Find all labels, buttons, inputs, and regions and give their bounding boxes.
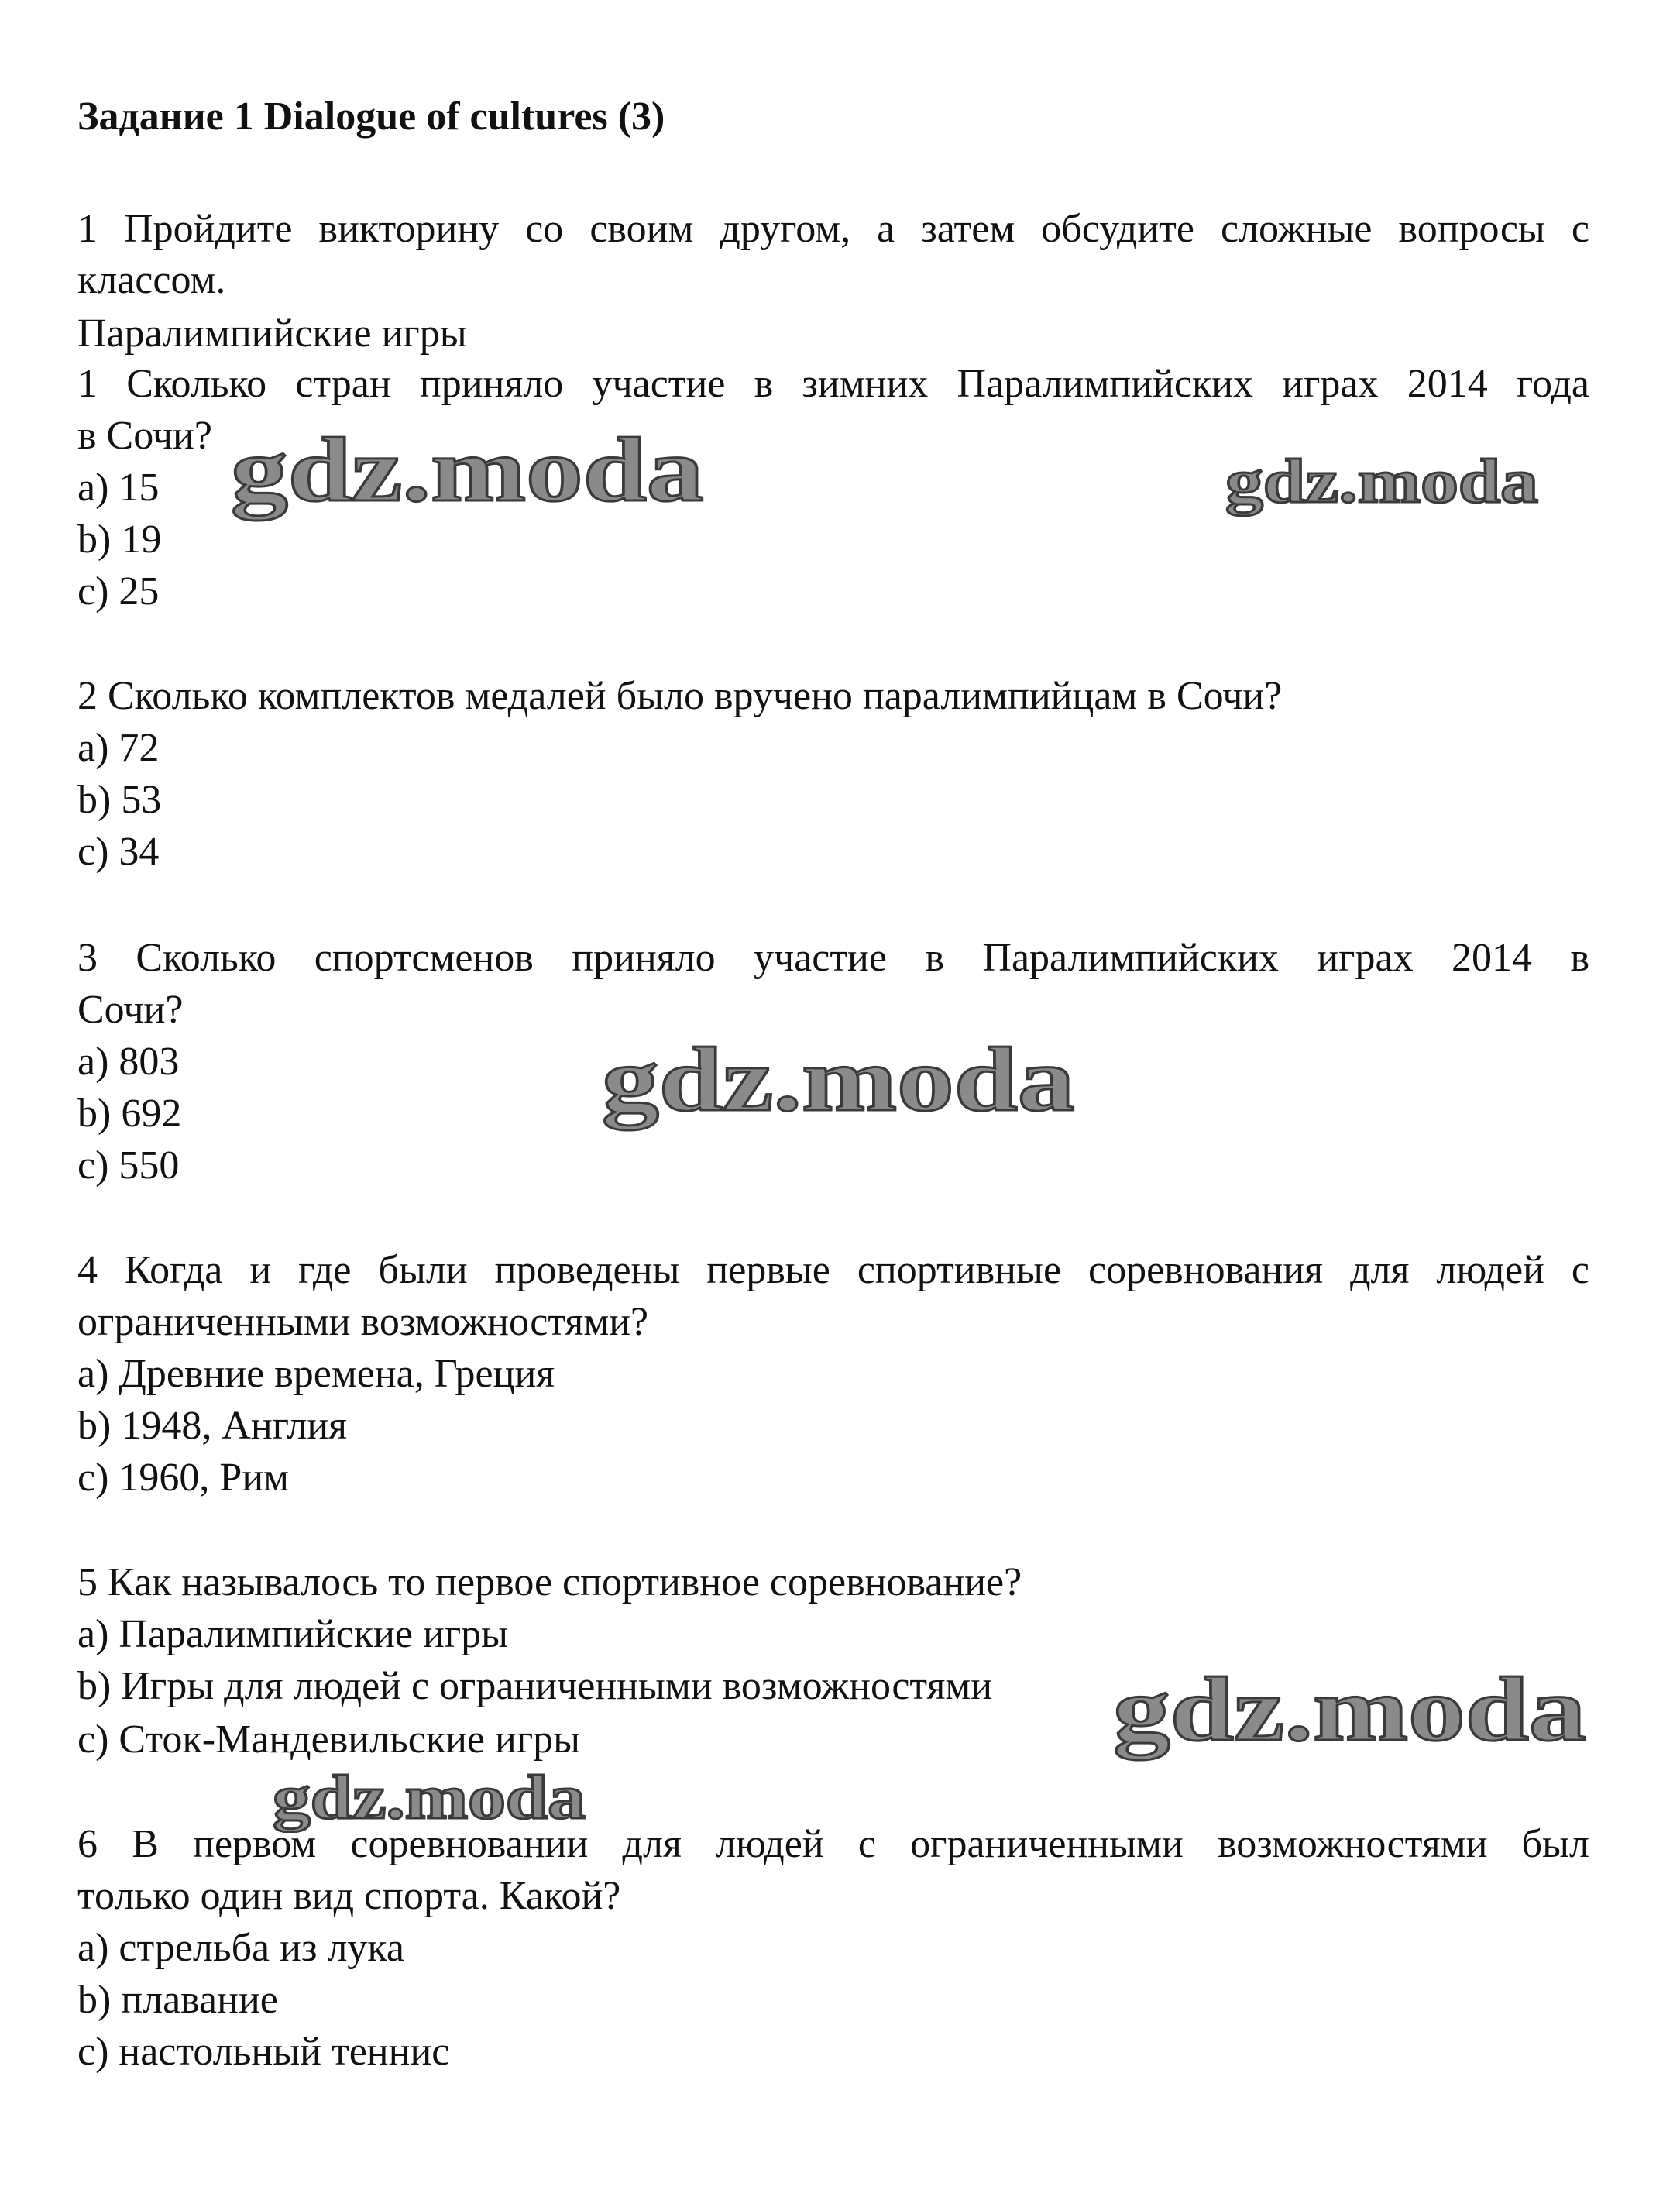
watermark: gdz.moda — [231, 419, 704, 521]
question-2-text: 2 Сколько комплектов медалей было вручено паралимпийцам в Сочи? — [77, 674, 1283, 718]
watermark: gdz.moda — [602, 1029, 1075, 1130]
instruction-line: 1 Пройдите викторину со своим другом, а затем обсудите сложные вопросы с — [77, 207, 1589, 251]
question-6-option-b: b) плавание — [77, 1978, 278, 2022]
question-2-option-a: a) 72 — [77, 726, 160, 770]
question-4-text: ограниченными возможностями? — [77, 1300, 649, 1344]
watermark: gdz.moda — [1113, 1659, 1586, 1760]
section-title: Паралимпийские игры — [77, 311, 467, 356]
question-4-option-b: b) 1948, Англия — [77, 1404, 348, 1448]
question-6-text: только один вид спорта. Какой? — [77, 1874, 621, 1918]
question-5-option-b: b) Игры для людей с ограниченными возможностями — [77, 1664, 993, 1708]
question-5-text: 5 Как называлось то первое спортивное соревнование? — [77, 1560, 1022, 1604]
question-1-text: 1 Сколько стран приняло участие в зимних Паралимпийских играх 2014 года — [77, 362, 1589, 406]
question-1-option-b: b) 19 — [77, 517, 162, 562]
question-5-option-c: c) Сток-Мандевильские игры — [77, 1717, 581, 1762]
question-1-text: в Сочи? — [77, 414, 212, 458]
question-2-option-b: b) 53 — [77, 778, 162, 822]
question-4-text: 4 Когда и где были проведены первые спортивные соревнования для людей с — [77, 1248, 1589, 1292]
question-6-text: 6 В первом соревновании для людей с ограниченными возможностями был — [77, 1822, 1589, 1866]
question-3-option-a: a) 803 — [77, 1040, 180, 1084]
question-1-option-a: a) 15 — [77, 466, 160, 510]
question-3-option-b: b) 692 — [77, 1092, 182, 1136]
question-6-option-a: a) стрельба из лука — [77, 1926, 404, 1970]
question-1-option-c: c) 25 — [77, 569, 160, 614]
question-4-option-a: a) Древние времена, Греция — [77, 1352, 555, 1396]
question-5-option-a: a) Паралимпийские игры — [77, 1612, 509, 1656]
question-2-option-c: c) 34 — [77, 830, 160, 874]
watermark: gdz.moda — [273, 1764, 586, 1832]
page-title: Задание 1 Dialogue of cultures (3) — [77, 95, 665, 139]
watermark: gdz.moda — [1225, 448, 1538, 516]
question-3-text: 3 Сколько спортсменов приняло участие в Паралимпийских играх 2014 в — [77, 936, 1589, 980]
question-6-option-c: c) настольный теннис — [77, 2030, 450, 2074]
question-4-option-c: c) 1960, Рим — [77, 1456, 290, 1500]
question-3-option-c: c) 550 — [77, 1143, 180, 1188]
instruction-line: классом. — [77, 258, 226, 302]
question-3-text: Сочи? — [77, 988, 184, 1032]
